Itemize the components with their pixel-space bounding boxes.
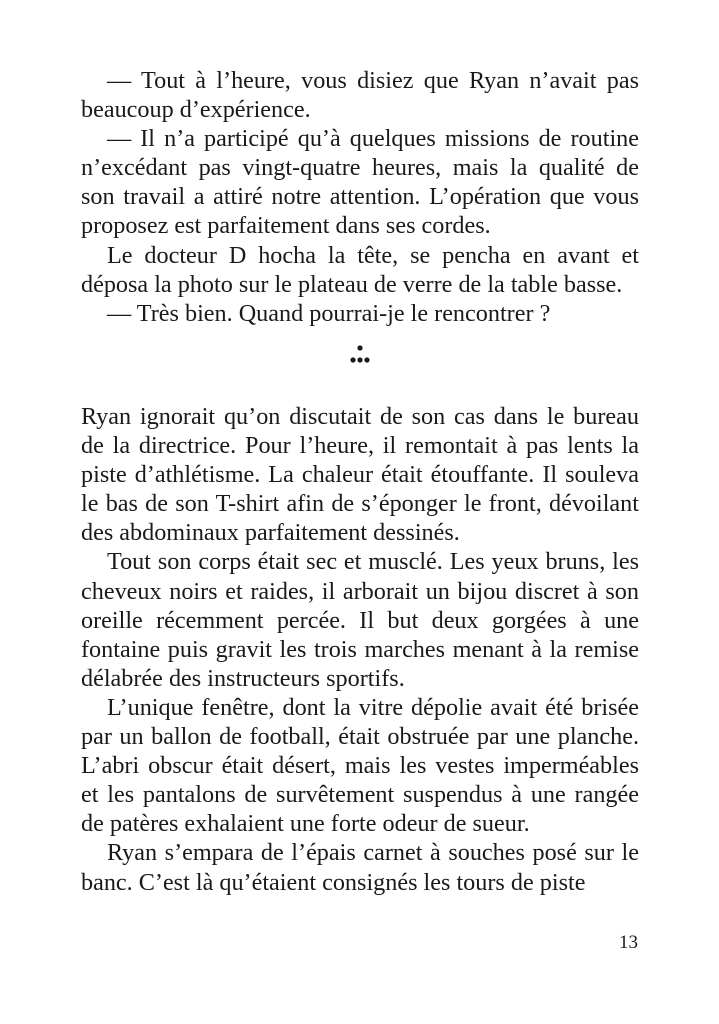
paragraph: — Tout à l’heure, vous disiez que Ryan n’avait pas beaucoup d’expérience. (81, 67, 639, 124)
text-section-1 (81, 66, 639, 328)
paragraph: — Il n’a participé qu’à quelques missions de routine n’excédant pas vingt-quatre heures, mais la qualité de son travail a attiré notre attention. L’opération que vous proposez est parfaitement dans ses cordes. (81, 125, 639, 240)
text-section-2 (81, 402, 639, 897)
paragraph: Ryan s’empara de l’épais carnet à souches posé sur le banc. C’est là qu’étaient consignés les tours de piste (81, 839, 639, 896)
paragraph: — Très bien. Quand pourrai-je le rencontrer ? (107, 299, 551, 327)
section-separator (0, 336, 719, 376)
paragraph: Le docteur D hocha la tête, se pencha en avant et déposa la photo sur le plateau de verre de la table basse. (81, 241, 639, 298)
paragraph: Ryan ignorait qu’on discutait de son cas dans le bureau de la directrice. Pour l’heure, il remontait à pas lents la piste d’athlétisme. La chaleur était étouffante. Il souleva le bas de son T-shirt afin de s’éponger le front, dévoilant des abdominaux parfaitement dessinés. (81, 403, 639, 547)
paragraph: L’unique fenêtre, dont la vitre dépolie avait été brisée par un ballon de football, était obstruée par une planche. L’abri obscur était désert, mais les vestes imperméables et les pantalons de survêtement suspendus à une rangée de patères exhalaient une forte odeur de sueur. (81, 693, 639, 838)
page-number: 13 (619, 932, 638, 953)
paragraph: Tout son corps était sec et musclé. Les yeux bruns, les cheveux noirs et raides, il arborait un bijou discret à son oreille récemment percée. Il but deux gorgées à une fontaine puis gravit les trois marches menant à la remise délabrée des instructeurs sportifs. (81, 548, 639, 692)
three-dots-ornament-icon (340, 336, 380, 376)
